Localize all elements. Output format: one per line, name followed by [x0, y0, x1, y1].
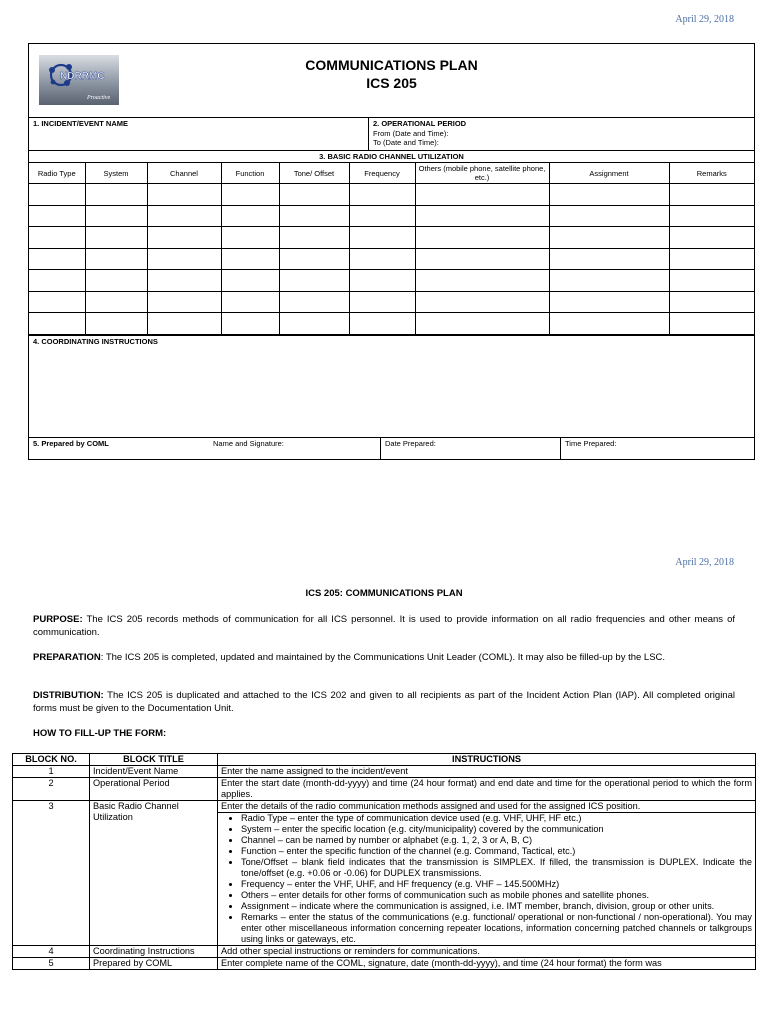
distribution-paragraph — [33, 690, 735, 715]
instructions-table-header — [13, 754, 756, 766]
purpose-label: PURPOSE: — [33, 614, 83, 625]
channel-entry-row — [29, 205, 754, 227]
col-header: INSTRUCTIONS — [218, 754, 756, 766]
entry-cell[interactable] — [147, 291, 221, 313]
channel-entry-row — [29, 313, 754, 335]
channel-entry-row — [29, 270, 754, 292]
col-header: BLOCK TITLE — [90, 754, 218, 766]
entry-cell[interactable] — [349, 227, 415, 249]
entry-cell[interactable] — [279, 248, 349, 270]
block-no: 1 — [13, 766, 90, 778]
purpose-paragraph — [33, 614, 735, 639]
howto-heading: HOW TO FILL-UP THE FORM: — [33, 728, 167, 739]
entry-cell[interactable] — [669, 227, 754, 249]
col-header: Tone/ Offset — [279, 163, 349, 184]
communications-plan-form — [28, 43, 755, 460]
entry-cell[interactable] — [147, 184, 221, 206]
title-text: COMMUNICATIONS PLAN — [305, 57, 478, 73]
entry-cell[interactable] — [85, 313, 147, 335]
operational-period-field[interactable] — [369, 118, 754, 150]
entry-cell[interactable] — [147, 205, 221, 227]
block-no: 2 — [13, 778, 90, 801]
entry-cell[interactable] — [29, 184, 85, 206]
svg-text:NDRRMC: NDRRMC — [60, 71, 105, 82]
block3-bullet-list — [221, 813, 752, 945]
form-header — [29, 44, 754, 118]
block-no: 4 — [13, 946, 90, 958]
table-row — [13, 766, 756, 778]
channel-table — [29, 163, 754, 335]
coordinating-instructions-field[interactable]: 4. COORDINATING INSTRUCTIONS — [29, 335, 754, 438]
block-no: 5 — [13, 958, 90, 970]
block3-intro: Enter the details of the radio communication methods assigned and used for the assigned ICS position. — [218, 801, 755, 813]
page-date: April 29, 2018 — [675, 14, 734, 25]
instructions-table — [12, 753, 756, 970]
entry-cell[interactable] — [29, 227, 85, 249]
entry-cell[interactable] — [279, 313, 349, 335]
distribution-text: The ICS 205 is duplicated and attached to the ICS 202 and given to all recipients as part of the Incident Action Plan (IAP). All completed original forms must be given to the Documentation Unit. — [33, 690, 735, 714]
list-item: • Tone/Offset – blank field indicates that the transmission is SIMPLEX. If filled, the transmission is DUPLEX. Indicate the tone/offset (e.g. +0.06 or -0.06) for DUPLEX transmissions. — [241, 857, 752, 879]
channel-table-header — [29, 163, 754, 184]
entry-cell[interactable] — [349, 270, 415, 292]
list-item: • Others – enter details for other forms of communication such as mobile phones and satellite phones. — [241, 890, 752, 901]
incident-row — [29, 118, 754, 151]
entry-cell[interactable] — [415, 291, 549, 313]
to-label: To (Date and Time): — [373, 138, 439, 147]
list-item: • Channel – can be named by number or alphabet (e.g. 1, 2, 3 or A, B, C) — [241, 835, 752, 846]
entry-cell[interactable] — [549, 205, 669, 227]
date-prepared-field[interactable]: Date Prepared: — [381, 438, 561, 459]
col-header: Channel — [147, 163, 221, 184]
preparation-text: : The ICS 205 is completed, updated and maintained by the Communications Unit Leader (COML). It may also be filled-up by the LSC. — [100, 652, 666, 663]
entry-cell[interactable] — [279, 270, 349, 292]
entry-cell[interactable] — [669, 291, 754, 313]
entry-cell[interactable] — [415, 248, 549, 270]
preparation-paragraph — [33, 652, 735, 665]
col-header: Others (mobile phone, satellite phone, etc.) — [415, 163, 549, 184]
distribution-label: DISTRIBUTION: — [33, 690, 104, 701]
block-instructions: Enter the start date (month-dd-yyyy) and time (24 hour format) and end date and time for the operational period to which the form applies. — [218, 778, 756, 801]
col-header: Frequency — [349, 163, 415, 184]
entry-cell[interactable] — [221, 205, 279, 227]
entry-cell[interactable] — [85, 227, 147, 249]
incident-name-field[interactable]: 1. INCIDENT/EVENT NAME — [29, 118, 369, 150]
instructions-title: ICS 205: COMMUNICATIONS PLAN — [305, 588, 463, 599]
block-instructions: Enter complete name of the COML, signature, date (month-dd-yyyy), and time (24 hour format) the form was — [218, 958, 756, 970]
table-row — [13, 778, 756, 801]
block-title: Coordinating Instructions — [90, 946, 218, 958]
block-title: Incident/Event Name — [90, 766, 218, 778]
entry-cell[interactable] — [549, 227, 669, 249]
entry-cell[interactable] — [279, 227, 349, 249]
entry-cell[interactable] — [85, 184, 147, 206]
channel-entry-row — [29, 291, 754, 313]
entry-cell[interactable] — [415, 227, 549, 249]
entry-cell[interactable] — [279, 184, 349, 206]
col-header: Assignment — [549, 163, 669, 184]
form-title — [29, 56, 754, 92]
entry-cell[interactable] — [549, 270, 669, 292]
purpose-text: The ICS 205 records methods of communication for all ICS personnel. It is used to provide information on all radio frequencies and other means of communication. — [33, 614, 735, 638]
list-item: • Assignment – indicate where the communication is assigned, i.e. IMT member, branch, division, group or other units. — [241, 901, 752, 912]
list-item: • Radio Type – enter the type of communication device used (e.g. VHF, UHF, HF etc.) — [241, 813, 752, 824]
table-row — [13, 946, 756, 958]
col-header: BLOCK NO. — [13, 754, 90, 766]
entry-cell[interactable] — [669, 205, 754, 227]
entry-cell[interactable] — [415, 205, 549, 227]
subtitle-text: ICS 205 — [366, 75, 417, 91]
entry-cell[interactable] — [279, 291, 349, 313]
preparation-label: PREPARATION — [33, 652, 101, 663]
svg-text:Proactive: Proactive — [87, 95, 111, 101]
entry-cell[interactable] — [415, 270, 549, 292]
entry-cell[interactable] — [221, 291, 279, 313]
entry-cell[interactable] — [221, 270, 279, 292]
col-header: Radio Type — [29, 163, 85, 184]
table-row — [13, 801, 756, 946]
entry-cell[interactable] — [147, 227, 221, 249]
col-header: Function — [221, 163, 279, 184]
name-signature-field[interactable]: Name and Signature: — [209, 438, 381, 459]
entry-cell[interactable] — [549, 248, 669, 270]
block-title: Operational Period — [90, 778, 218, 801]
entry-cell[interactable] — [549, 184, 669, 206]
entry-cell[interactable] — [221, 313, 279, 335]
entry-cell[interactable] — [221, 227, 279, 249]
entry-cell[interactable] — [669, 270, 754, 292]
entry-cell[interactable] — [349, 291, 415, 313]
block-title: Prepared by COML — [90, 958, 218, 970]
entry-cell[interactable] — [29, 270, 85, 292]
channel-entry-row — [29, 227, 754, 249]
entry-cell[interactable] — [29, 313, 85, 335]
list-item: • System – enter the specific location (e.g. city/municipality) covered by the communication — [241, 824, 752, 835]
entry-cell[interactable] — [85, 248, 147, 270]
table-row — [13, 958, 756, 970]
time-prepared-field[interactable]: Time Prepared: — [565, 438, 617, 448]
entry-cell[interactable] — [669, 184, 754, 206]
op-period-label: 2. OPERATIONAL PERIOD — [373, 119, 467, 128]
entry-cell[interactable] — [415, 313, 549, 335]
list-item: • Remarks – enter the status of the communications (e.g. functional/ operational or non-functional / non-operational). You may enter other miscellaneous information concerning repeater locations, information concerning patched channels or talkgroups using links or gateways, etc. — [241, 912, 752, 945]
entry-cell[interactable] — [147, 270, 221, 292]
col-header: System — [85, 163, 147, 184]
channel-entry-row — [29, 248, 754, 270]
prepared-row — [29, 438, 754, 459]
entry-cell[interactable] — [669, 248, 754, 270]
entry-cell[interactable] — [349, 248, 415, 270]
entry-cell[interactable] — [85, 270, 147, 292]
prepared-by-label: 5. Prepared by COML — [33, 438, 109, 448]
section3-heading: 3. BASIC RADIO CHANNEL UTILIZATION — [29, 151, 754, 163]
page-date: April 29, 2018 — [675, 557, 734, 568]
block-instructions — [218, 801, 756, 946]
entry-cell[interactable] — [221, 184, 279, 206]
entry-cell[interactable] — [549, 291, 669, 313]
block-title: Basic Radio Channel Utilization — [90, 801, 218, 946]
col-header: Remarks — [669, 163, 754, 184]
entry-cell[interactable] — [669, 313, 754, 335]
entry-cell[interactable] — [415, 184, 549, 206]
entry-cell[interactable] — [29, 248, 85, 270]
block-instructions: Enter the name assigned to the incident/event — [218, 766, 756, 778]
entry-cell[interactable] — [349, 184, 415, 206]
list-item: • Frequency – enter the VHF, UHF, and HF frequency (e.g. VHF – 145.500MHz) — [241, 879, 752, 890]
entry-cell[interactable] — [147, 313, 221, 335]
block-instructions: Add other special instructions or reminders for communications. — [218, 946, 756, 958]
entry-cell[interactable] — [221, 248, 279, 270]
from-label: From (Date and Time): — [373, 128, 449, 138]
entry-cell[interactable] — [549, 313, 669, 335]
channel-entry-row — [29, 184, 754, 206]
entry-cell[interactable] — [147, 248, 221, 270]
entry-cell[interactable] — [85, 291, 147, 313]
entry-cell[interactable] — [85, 205, 147, 227]
list-item: • Function – enter the specific function of the channel (e.g. Command, Tactical, etc.) — [241, 846, 752, 857]
entry-cell[interactable] — [279, 205, 349, 227]
block-no: 3 — [13, 801, 90, 946]
entry-cell[interactable] — [29, 205, 85, 227]
entry-cell[interactable] — [349, 205, 415, 227]
entry-cell[interactable] — [29, 291, 85, 313]
entry-cell[interactable] — [349, 313, 415, 335]
